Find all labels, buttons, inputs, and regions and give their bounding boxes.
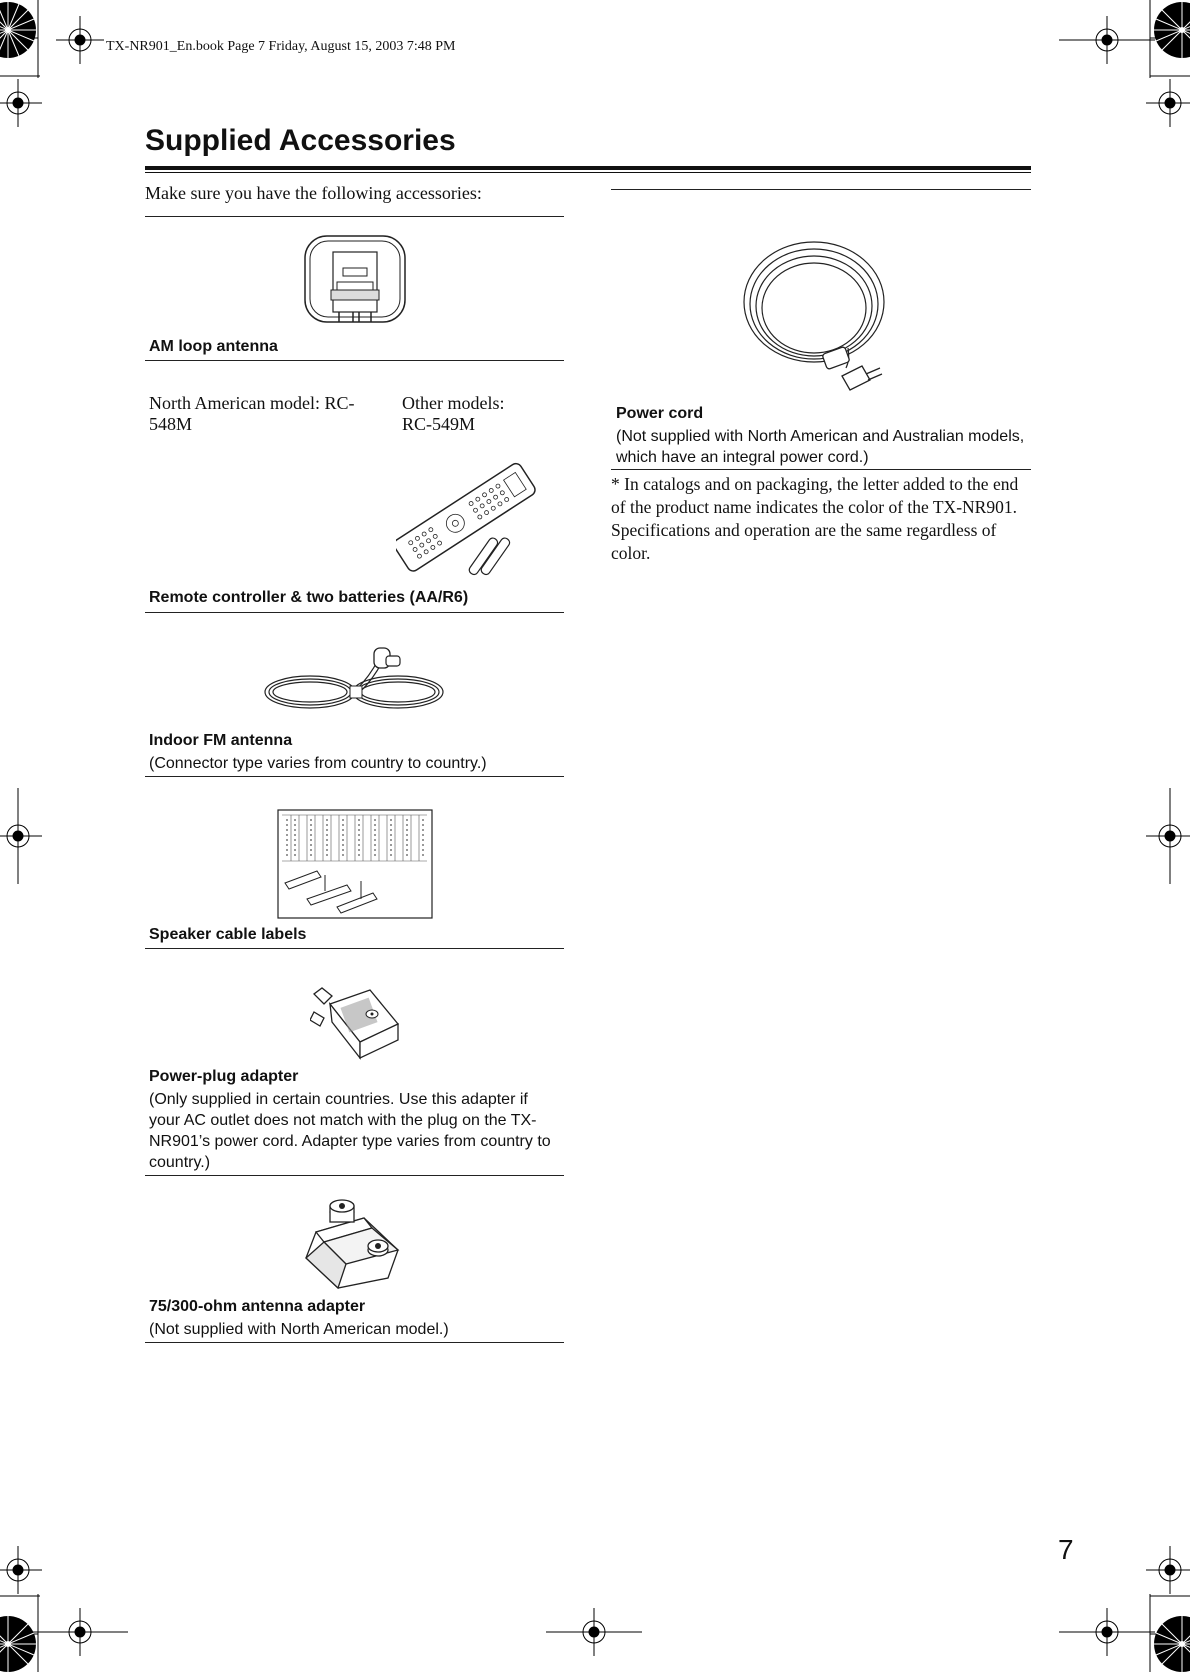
- corner-wheel-icons: [0, 2, 1190, 1672]
- fm-antenna-note: (Connector type varies from country to country.): [149, 755, 487, 772]
- remote-other-models: Other models: RC-549M: [402, 393, 505, 434]
- speaker-labels-title: Speaker cable labels: [149, 926, 307, 943]
- power-plug-adapter-illustration: [310, 984, 406, 1064]
- power-cord-illustration: [738, 236, 888, 404]
- page-number: 7: [1058, 1534, 1074, 1565]
- ohm-adapter-title: 75/300-ohm antenna adapter: [149, 1298, 366, 1315]
- plug-adapter-note: (Only supplied in certain countries. Use this adapter if your AC outlet does not match with the plug on the TX-NR901’s power cord. Adapter type varies from country to country.): [149, 1091, 551, 1171]
- batteries-icon: [468, 537, 511, 577]
- am-loop-antenna-illustration: [303, 234, 407, 326]
- fm-antenna-illustration: [260, 646, 450, 716]
- speaker-cable-labels-illustration: [277, 809, 433, 919]
- divider: [611, 469, 1031, 470]
- divider: [145, 612, 564, 613]
- ohm-antenna-adapter-illustration: [302, 1198, 408, 1290]
- divider: [145, 216, 564, 217]
- registration-targets: [0, 16, 1190, 1656]
- remote-north-american-model: North American model: RC-548M: [149, 393, 355, 434]
- divider: [145, 1342, 564, 1343]
- title-rule-thick: [145, 166, 1031, 170]
- intro-text: Make sure you have the following accessories:: [145, 183, 482, 203]
- power-cord-note: (Not supplied with North American and Australian models, which have an integral power cord.): [616, 428, 1025, 466]
- title-rule-thin: [145, 172, 1031, 173]
- power-cord-title: Power cord: [616, 405, 704, 422]
- plug-adapter-title: Power-plug adapter: [149, 1068, 299, 1085]
- running-head: TX-NR901_En.book Page 7 Friday, August 15, 2003 7:48 PM: [106, 39, 456, 54]
- remote-title: Remote controller & two batteries (AA/R6): [149, 589, 469, 606]
- divider: [145, 360, 564, 361]
- divider: [611, 189, 1031, 190]
- page-title: Supplied Accessories: [145, 124, 456, 157]
- am-antenna-title: AM loop antenna: [149, 338, 278, 355]
- ohm-adapter-note: (Not supplied with North American model.): [149, 1321, 449, 1338]
- divider: [145, 776, 564, 777]
- fm-antenna-title: Indoor FM antenna: [149, 732, 293, 749]
- color-footnote: * In catalogs and on packaging, the letter added to the end of the product name indicates the color of the TX-NR901. Specifications and operation are the same regardless of color.: [611, 474, 1019, 563]
- divider: [145, 1175, 564, 1176]
- remote-controller-illustration: [396, 450, 538, 578]
- divider: [145, 948, 564, 949]
